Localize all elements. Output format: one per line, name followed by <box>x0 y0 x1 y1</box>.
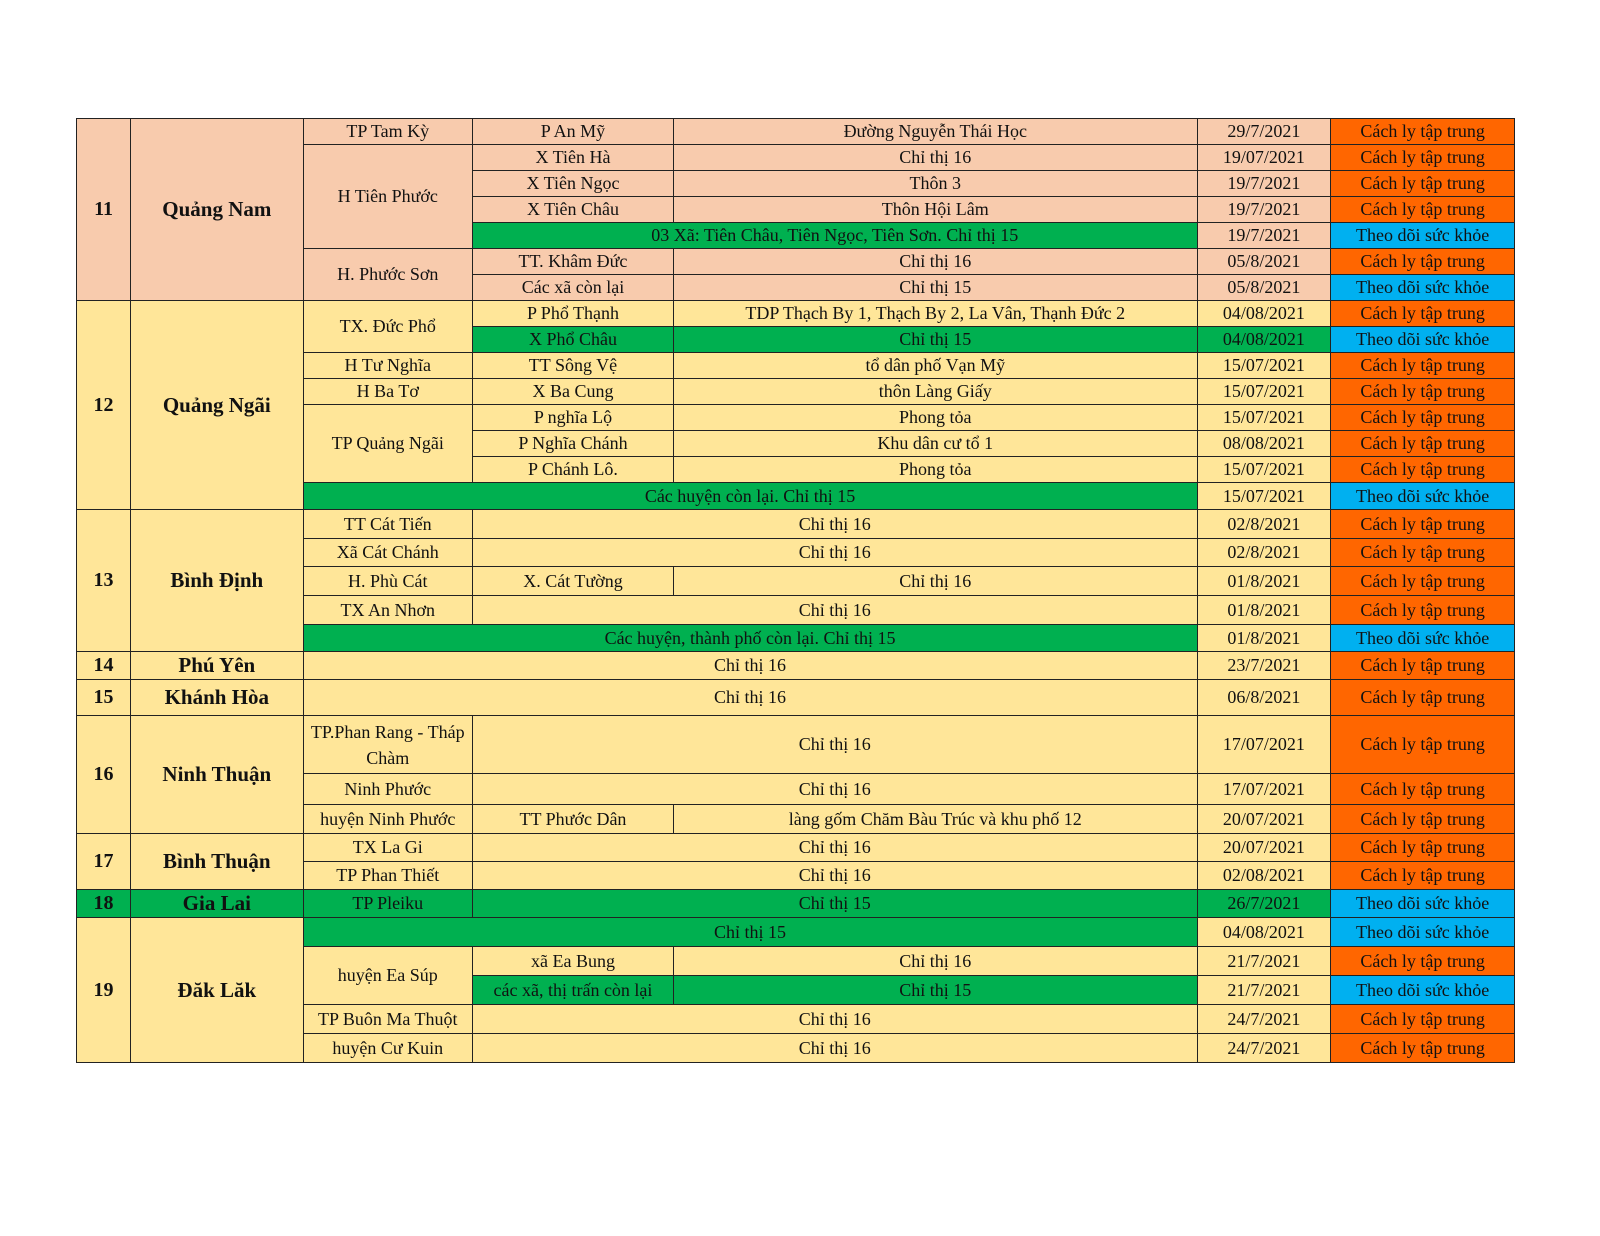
measure-status-cell: Theo dõi sức khỏe <box>1331 918 1515 947</box>
date-cell: 21/7/2021 <box>1197 947 1331 976</box>
table-cell: X Tiên Hà <box>472 145 673 171</box>
row-number-cell: 15 <box>77 680 131 716</box>
table-cell: xã Ea Bung <box>472 947 673 976</box>
table-cell: H Tư Nghĩa <box>303 353 472 379</box>
measure-status-cell: Cách ly tập trung <box>1331 596 1515 625</box>
province-cell: Bình Thuận <box>131 834 303 890</box>
date-cell: 17/07/2021 <box>1197 774 1331 805</box>
measure-status-cell: Cách ly tập trung <box>1331 680 1515 716</box>
table-cell: Chỉ thị 15 <box>674 976 1198 1005</box>
table-cell: Chỉ thị 16 <box>472 862 1197 890</box>
table-cell: Chỉ thị 16 <box>303 680 1197 716</box>
measure-status-cell: Theo dõi sức khỏe <box>1331 223 1515 249</box>
table-cell: H Ba Tơ <box>303 379 472 405</box>
row-number-cell: 17 <box>77 834 131 890</box>
province-cell: Quảng Nam <box>131 119 303 301</box>
date-cell: 05/8/2021 <box>1197 275 1331 301</box>
province-cell: Đăk Lăk <box>131 918 303 1063</box>
table-cell: Chỉ thị 16 <box>472 539 1197 567</box>
date-cell: 02/8/2021 <box>1197 539 1331 567</box>
date-cell: 15/07/2021 <box>1197 405 1331 431</box>
date-cell: 04/08/2021 <box>1197 918 1331 947</box>
table-cell: Chỉ thị 16 <box>674 567 1198 596</box>
table-cell: X Tiên Ngọc <box>472 171 673 197</box>
table-cell: Chỉ thị 16 <box>472 834 1197 862</box>
table-cell: Chỉ thị 15 <box>303 918 1197 947</box>
date-cell: 01/8/2021 <box>1197 625 1331 652</box>
table-cell: Chỉ thị 16 <box>472 510 1197 539</box>
date-cell: 24/7/2021 <box>1197 1034 1331 1063</box>
table-cell: P An Mỹ <box>472 119 673 145</box>
measure-status-cell: Cách ly tập trung <box>1331 774 1515 805</box>
table-row <box>77 890 1515 918</box>
measure-status-cell: Theo dõi sức khỏe <box>1331 483 1515 510</box>
date-cell: 01/8/2021 <box>1197 567 1331 596</box>
table-cell: Chỉ thị 16 <box>674 947 1198 976</box>
date-cell: 20/07/2021 <box>1197 805 1331 834</box>
table-cell: Ninh Phước <box>303 774 472 805</box>
date-cell: 02/8/2021 <box>1197 510 1331 539</box>
table-cell: Chỉ thị 16 <box>472 1034 1197 1063</box>
table-cell: Chỉ thị 16 <box>303 652 1197 680</box>
date-cell: 19/7/2021 <box>1197 223 1331 249</box>
measure-status-cell: Cách ly tập trung <box>1331 510 1515 539</box>
table-cell: TP Buôn Ma Thuột <box>303 1005 472 1034</box>
table-cell: Đường Nguyễn Thái Học <box>674 119 1198 145</box>
table-row <box>77 716 1515 774</box>
table-body <box>77 119 1515 1063</box>
date-cell: 19/7/2021 <box>1197 171 1331 197</box>
table-cell: thôn Làng Giấy <box>674 379 1198 405</box>
measure-status-cell: Cách ly tập trung <box>1331 834 1515 862</box>
measure-status-cell: Cách ly tập trung <box>1331 539 1515 567</box>
table-cell: TT. Khâm Đức <box>472 249 673 275</box>
date-cell: 26/7/2021 <box>1197 890 1331 918</box>
table-cell: H Tiên Phước <box>303 145 472 249</box>
date-cell: 29/7/2021 <box>1197 119 1331 145</box>
measure-status-cell: Theo dõi sức khỏe <box>1331 890 1515 918</box>
table-cell: X Tiên Châu <box>472 197 673 223</box>
row-number-cell: 14 <box>77 652 131 680</box>
table-cell: Chỉ thị 15 <box>674 275 1198 301</box>
table-cell: Chỉ thị 16 <box>674 145 1198 171</box>
table-cell: TX An Nhơn <box>303 596 472 625</box>
date-cell: 02/08/2021 <box>1197 862 1331 890</box>
table-cell: Chỉ thị 16 <box>472 1005 1197 1034</box>
table-cell: Các huyện còn lại. Chỉ thị 15 <box>303 483 1197 510</box>
table-row <box>77 119 1515 145</box>
date-cell: 01/8/2021 <box>1197 596 1331 625</box>
measure-status-cell: Cách ly tập trung <box>1331 805 1515 834</box>
measure-status-cell: Cách ly tập trung <box>1331 171 1515 197</box>
province-cell: Phú Yên <box>131 652 303 680</box>
table-cell: P Phổ Thạnh <box>472 301 673 327</box>
measure-status-cell: Cách ly tập trung <box>1331 405 1515 431</box>
table-cell: tổ dân phố Vạn Mỹ <box>674 353 1198 379</box>
row-number-cell: 18 <box>77 890 131 918</box>
date-cell: 08/08/2021 <box>1197 431 1331 457</box>
date-cell: 15/07/2021 <box>1197 353 1331 379</box>
table-cell: P Chánh Lô. <box>472 457 673 483</box>
table-cell: TP Quảng Ngãi <box>303 405 472 483</box>
table-cell: Chỉ thị 16 <box>472 596 1197 625</box>
date-cell: 20/07/2021 <box>1197 834 1331 862</box>
table-cell: TX. Đức Phổ <box>303 301 472 353</box>
province-cell: Bình Định <box>131 510 303 652</box>
table-row <box>77 510 1515 539</box>
table-cell: Thôn 3 <box>674 171 1198 197</box>
measure-status-cell: Cách ly tập trung <box>1331 716 1515 774</box>
table-cell: Khu dân cư tổ 1 <box>674 431 1198 457</box>
table-cell: TT Phước Dân <box>472 805 673 834</box>
date-cell: 19/7/2021 <box>1197 197 1331 223</box>
table-cell: X Ba Cung <box>472 379 673 405</box>
province-cell: Khánh Hòa <box>131 680 303 716</box>
measure-status-cell: Cách ly tập trung <box>1331 652 1515 680</box>
measure-status-cell: Theo dõi sức khỏe <box>1331 327 1515 353</box>
table-cell: P nghĩa Lộ <box>472 405 673 431</box>
table-cell: TP Pleiku <box>303 890 472 918</box>
measure-status-cell: Cách ly tập trung <box>1331 1005 1515 1034</box>
date-cell: 04/08/2021 <box>1197 327 1331 353</box>
date-cell: 04/08/2021 <box>1197 301 1331 327</box>
measure-status-cell: Cách ly tập trung <box>1331 353 1515 379</box>
date-cell: 05/8/2021 <box>1197 249 1331 275</box>
date-cell: 06/8/2021 <box>1197 680 1331 716</box>
table-cell: TDP Thạch By 1, Thạch By 2, La Vân, Thạnh Đức 2 <box>674 301 1198 327</box>
measure-status-cell: Theo dõi sức khỏe <box>1331 625 1515 652</box>
table-cell: TT Cát Tiến <box>303 510 472 539</box>
table-cell: P Nghĩa Chánh <box>472 431 673 457</box>
table-cell: huyện Ninh Phước <box>303 805 472 834</box>
date-cell: 15/07/2021 <box>1197 379 1331 405</box>
table-cell: Chỉ thị 16 <box>674 249 1198 275</box>
table-cell: TT Sông Vệ <box>472 353 673 379</box>
measure-status-cell: Cách ly tập trung <box>1331 1034 1515 1063</box>
table-cell: huyện Ea Súp <box>303 947 472 1005</box>
measure-status-cell: Theo dõi sức khỏe <box>1331 976 1515 1005</box>
table-cell: Chỉ thị 15 <box>472 890 1197 918</box>
measure-status-cell: Cách ly tập trung <box>1331 301 1515 327</box>
province-cell: Gia Lai <box>131 890 303 918</box>
table-cell: Các xã còn lại <box>472 275 673 301</box>
table-cell: Phong tỏa <box>674 405 1198 431</box>
table-cell: Chỉ thị 16 <box>472 774 1197 805</box>
date-cell: 15/07/2021 <box>1197 457 1331 483</box>
table-row <box>77 301 1515 327</box>
province-cell: Ninh Thuận <box>131 716 303 834</box>
measure-status-cell: Cách ly tập trung <box>1331 119 1515 145</box>
row-number-cell: 13 <box>77 510 131 652</box>
row-number-cell: 19 <box>77 918 131 1063</box>
table-cell: Chỉ thị 15 <box>674 327 1198 353</box>
measure-status-cell: Theo dõi sức khỏe <box>1331 275 1515 301</box>
table-cell: H. Phù Cát <box>303 567 472 596</box>
table-cell: 03 Xã: Tiên Châu, Tiên Ngọc, Tiên Sơn. Chỉ thị 15 <box>472 223 1197 249</box>
table-cell: TX La Gi <box>303 834 472 862</box>
measure-status-cell: Cách ly tập trung <box>1331 145 1515 171</box>
covid-area-table <box>76 118 1515 1063</box>
date-cell: 24/7/2021 <box>1197 1005 1331 1034</box>
table-cell: Xã Cát Chánh <box>303 539 472 567</box>
measure-status-cell: Cách ly tập trung <box>1331 249 1515 275</box>
measure-status-cell: Cách ly tập trung <box>1331 197 1515 223</box>
measure-status-cell: Cách ly tập trung <box>1331 947 1515 976</box>
table-cell: huyện Cư Kuin <box>303 1034 472 1063</box>
table-cell: Phong tỏa <box>674 457 1198 483</box>
province-cell: Quảng Ngãi <box>131 301 303 510</box>
date-cell: 21/7/2021 <box>1197 976 1331 1005</box>
measure-status-cell: Cách ly tập trung <box>1331 567 1515 596</box>
table-cell: H. Phước Sơn <box>303 249 472 301</box>
table-cell: Các huyện, thành phố còn lại. Chỉ thị 15 <box>303 625 1197 652</box>
table-row <box>77 918 1515 947</box>
table-cell: TP.Phan Rang - Tháp Chàm <box>303 716 472 774</box>
table-row <box>77 652 1515 680</box>
measure-status-cell: Cách ly tập trung <box>1331 379 1515 405</box>
row-number-cell: 12 <box>77 301 131 510</box>
table-cell: X. Cát Tường <box>472 567 673 596</box>
measure-status-cell: Cách ly tập trung <box>1331 862 1515 890</box>
measure-status-cell: Cách ly tập trung <box>1331 431 1515 457</box>
table-cell: làng gốm Chăm Bàu Trúc và khu phố 12 <box>674 805 1198 834</box>
table-cell: X Phổ Châu <box>472 327 673 353</box>
table-row <box>77 680 1515 716</box>
date-cell: 17/07/2021 <box>1197 716 1331 774</box>
date-cell: 15/07/2021 <box>1197 483 1331 510</box>
table-cell: TP Tam Kỳ <box>303 119 472 145</box>
table-cell: các xã, thị trấn còn lại <box>472 976 673 1005</box>
row-number-cell: 16 <box>77 716 131 834</box>
measure-status-cell: Cách ly tập trung <box>1331 457 1515 483</box>
date-cell: 23/7/2021 <box>1197 652 1331 680</box>
table-row <box>77 834 1515 862</box>
row-number-cell: 11 <box>77 119 131 301</box>
table-cell: Chỉ thị 16 <box>472 716 1197 774</box>
table-cell: TP Phan Thiết <box>303 862 472 890</box>
date-cell: 19/07/2021 <box>1197 145 1331 171</box>
table-cell: Thôn Hội Lâm <box>674 197 1198 223</box>
